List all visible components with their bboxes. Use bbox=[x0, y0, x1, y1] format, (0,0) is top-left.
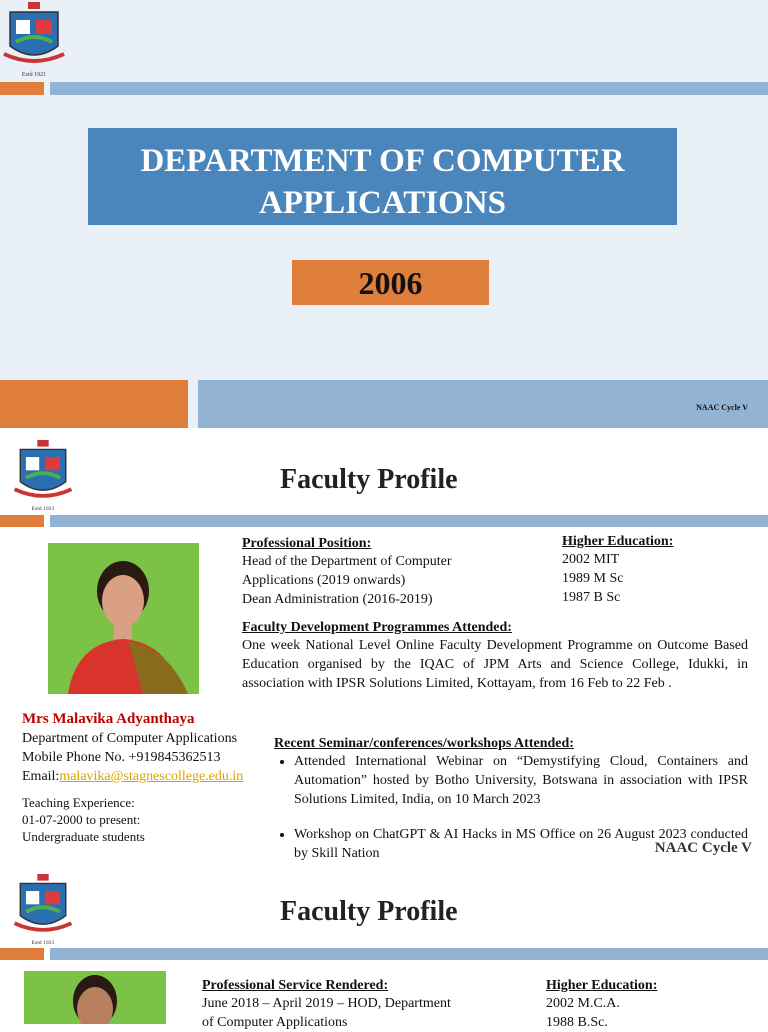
fdp-title: Faculty Development Programmes Attended: bbox=[242, 620, 512, 635]
accent-bar-orange bbox=[0, 82, 44, 95]
logo-estd-text: Estd 1921 bbox=[31, 940, 55, 946]
title-line-2: APPLICATIONS bbox=[259, 185, 506, 221]
accent-bar-blue bbox=[50, 515, 768, 527]
seminar-title: Recent Seminar/conferences/workshops Attended: bbox=[274, 736, 574, 751]
education-item: 1989 M Sc bbox=[562, 571, 624, 586]
seminar-item: • Attended International Webinar on “Demystifying Cloud, Containers and Automation” hosted by Botho University, Botswana in association with IPSR Solutions Limited, India, on 10 March 2023 bbox=[294, 752, 748, 809]
position-title: Professional Position: bbox=[242, 536, 372, 551]
teaching-label: Teaching Experience: bbox=[22, 795, 135, 810]
college-logo bbox=[12, 440, 70, 512]
faculty-name: Mrs Malavika Adyanthaya bbox=[22, 711, 195, 727]
higher-education bbox=[562, 534, 742, 607]
accent-bar-blue bbox=[50, 82, 768, 95]
faculty-photo bbox=[48, 543, 199, 694]
education-title: Higher Education: bbox=[546, 978, 658, 993]
year-badge: 2006 bbox=[292, 260, 489, 305]
title-line-1: DEPARTMENT OF COMPUTER bbox=[140, 143, 625, 179]
accent-bar-orange bbox=[0, 948, 44, 960]
service-title: Professional Service Rendered: bbox=[202, 978, 389, 993]
teaching-period: 01-07-2000 to present: bbox=[22, 812, 141, 827]
education-item: 1987 B Sc bbox=[562, 590, 621, 605]
title-slide bbox=[0, 0, 768, 428]
position-line: Dean Administration (2016-2019) bbox=[242, 592, 433, 607]
accent-bar-orange bbox=[0, 515, 44, 527]
position-line: Applications (2019 onwards) bbox=[242, 573, 406, 588]
education-title: Higher Education: bbox=[562, 534, 674, 549]
college-logo bbox=[12, 874, 70, 946]
page-title: Faculty Profile bbox=[280, 896, 458, 927]
seminar-item: • Workshop on ChatGPT & AI Hacks in MS Office on 26 August 2023 conducted by Skill Nation bbox=[294, 825, 748, 863]
faculty-department: Department of Computer Applications bbox=[22, 731, 238, 746]
education-item: 1988 B.Sc. bbox=[546, 1015, 608, 1030]
teaching-level: Undergraduate students bbox=[22, 829, 145, 844]
teaching-experience bbox=[22, 794, 282, 845]
professional-position bbox=[242, 536, 542, 609]
faculty-phone: Mobile Phone No. +919845362513 bbox=[22, 750, 221, 765]
fdp-text: One week National Level Online Faculty Development Programme on Outcome Based Education organised by the IQAC of JPM Arts and Science College, Idukki, in association with IPSR Solutions Limited, Kottayam, from 16 Feb to 22 Feb . bbox=[242, 638, 748, 691]
department-title bbox=[88, 128, 677, 225]
page-title: Faculty Profile bbox=[280, 464, 458, 495]
naac-footer: NAAC Cycle V bbox=[654, 840, 752, 856]
faculty-photo bbox=[24, 971, 166, 1024]
education-item: 2002 MIT bbox=[562, 552, 620, 567]
faculty-profile-slide-2 bbox=[0, 868, 768, 1030]
education-item: 2002 M.C.A. bbox=[546, 996, 620, 1011]
accent-bar-blue bbox=[50, 948, 768, 960]
logo-estd-text: Estd 1921 bbox=[31, 506, 55, 512]
service-line: of Computer Applications bbox=[202, 1015, 348, 1030]
faculty-profile-slide-1 bbox=[0, 428, 768, 868]
position-line: Head of the Department of Computer bbox=[242, 554, 452, 569]
email-label: Email: bbox=[22, 769, 60, 784]
service-line: June 2018 – April 2019 – HOD, Department bbox=[202, 996, 451, 1011]
faculty-email-row bbox=[22, 767, 282, 786]
email-link[interactable]: malavika@stagnescollege.edu.in bbox=[59, 769, 244, 784]
footer-bar-blue bbox=[198, 380, 768, 428]
logo-estd-text: Estd 1921 bbox=[21, 72, 47, 78]
footer-bar-orange bbox=[0, 380, 188, 428]
college-logo bbox=[2, 2, 60, 78]
naac-footer: NAAC Cycle V bbox=[696, 403, 748, 412]
fdp-section bbox=[242, 620, 748, 693]
